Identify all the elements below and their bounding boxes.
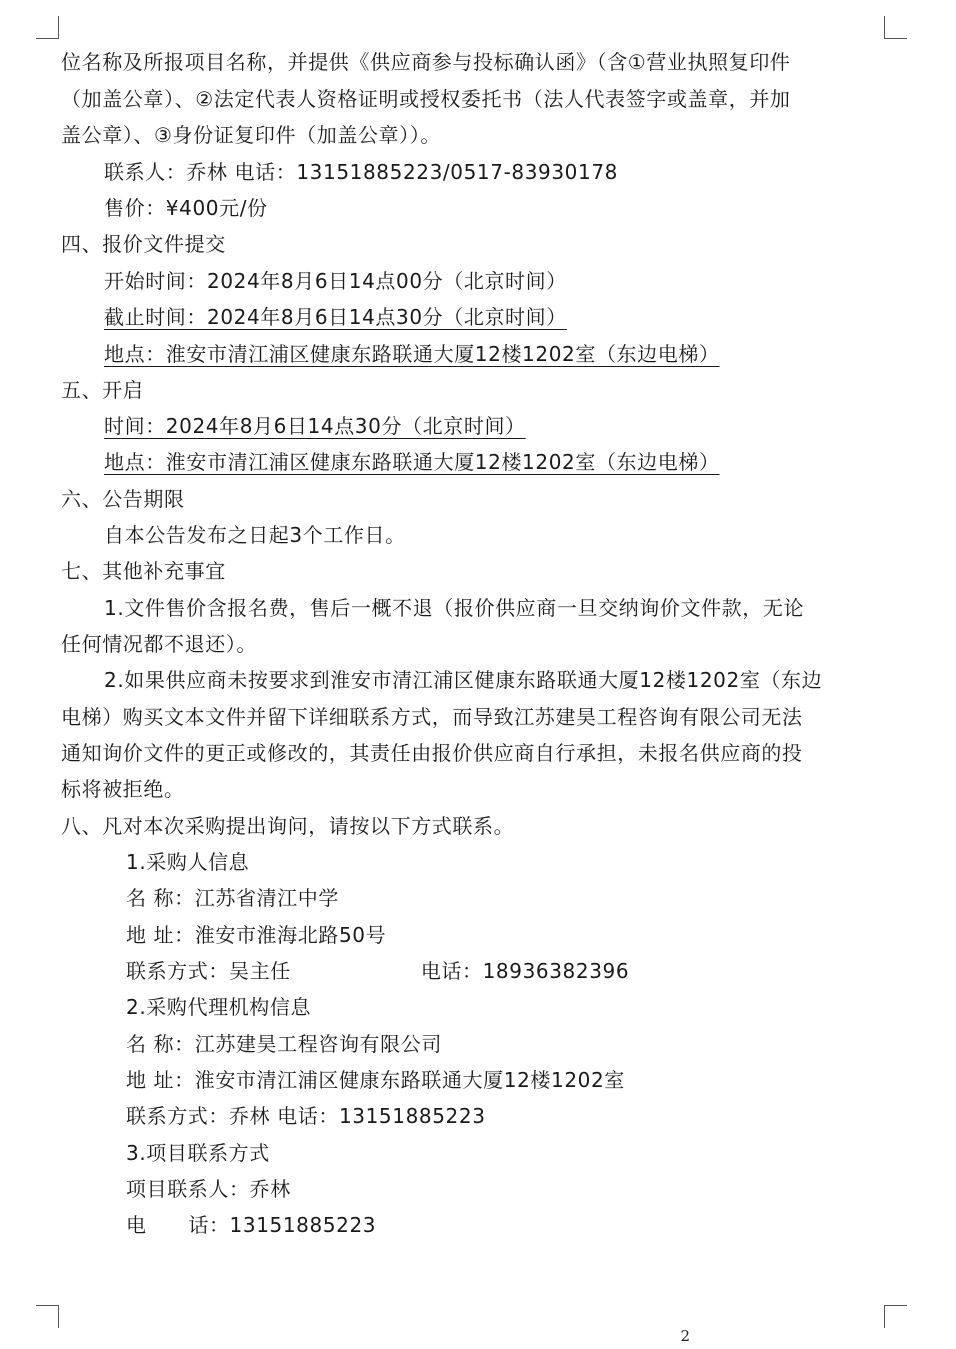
purchaser-name: 名 称：江苏省清江中学	[126, 886, 339, 910]
project-contact-person: 项目联系人：乔林	[126, 1177, 291, 1201]
other-matters-item-2-line-2: 电梯）购买文本文件并留下详细联系方式，而导致江苏建昊工程咨询有限公司无法	[61, 705, 803, 729]
other-matters-item-1-line-1: 1.文件售价含报名费，售后一概不退（报价供应商一旦交纳询价文件款，无论	[104, 596, 805, 620]
section-heading-quote-submission: 四、报价文件提交	[61, 232, 226, 256]
section-heading-opening: 五、开启	[61, 378, 144, 402]
contact-person-line: 联系人：乔林 电话：13151885223/0517-83930178	[104, 160, 618, 184]
agency-contact: 联系方式：乔林 电话：13151885223	[126, 1104, 486, 1128]
project-contact-heading: 3.项目联系方式	[126, 1141, 270, 1165]
agency-address: 地 址：淮安市清江浦区健康东路联通大厦12楼1202室	[126, 1068, 625, 1092]
project-contact-phone: 电 话：13151885223	[126, 1213, 377, 1237]
registration-requirements-line-2: （加盖公章）、②法定代表人资格证明或授权委托书（法人代表签字或盖章，并加	[61, 87, 791, 111]
purchaser-info-heading: 1.采购人信息	[126, 850, 250, 874]
registration-requirements-line-1: 位名称及所报项目名称，并提供《供应商参与投标确认函》（含①营业执照复印件	[61, 50, 791, 74]
other-matters-item-2-line-4: 标将被拒绝。	[61, 777, 185, 801]
section-heading-inquiries: 八、凡对本次采购提出询问，请按以下方式联系。	[61, 814, 515, 838]
crop-mark-bottom-left	[36, 1305, 59, 1328]
purchaser-address: 地 址：淮安市淮海北路50号	[126, 923, 387, 947]
agency-name: 名 称：江苏建昊工程咨询有限公司	[126, 1032, 442, 1056]
other-matters-item-2-line-3: 通知询价文件的更正或修改的，其责任由报价供应商自行承担，未报名供应商的投	[61, 741, 803, 765]
opening-location: 地点：淮安市清江浦区健康东路联通大厦12楼1202室（东边电梯）	[104, 450, 720, 474]
purchaser-contact-person: 联系方式：吴主任	[126, 959, 291, 983]
purchaser-contact	[126, 957, 629, 985]
agency-info-heading: 2.采购代理机构信息	[126, 995, 312, 1019]
page-number: 2	[680, 1327, 690, 1345]
submission-deadline: 截止时间：2024年8月6日14点30分（北京时间）	[104, 305, 567, 329]
section-heading-notice-period: 六、公告期限	[61, 487, 185, 511]
other-matters-item-2-line-1: 2.如果供应商未按要求到淮安市清江浦区健康东路联通大厦12楼1202室（东边	[104, 668, 823, 692]
section-heading-other-matters: 七、其他补充事宜	[61, 559, 226, 583]
registration-requirements-line-3: 盖公章）、③身份证复印件（加盖公章））。	[61, 123, 441, 147]
crop-mark-bottom-right	[884, 1305, 907, 1328]
opening-time: 时间：2024年8月6日14点30分（北京时间）	[104, 414, 526, 438]
submission-start-time: 开始时间：2024年8月6日14点00分（北京时间）	[104, 269, 567, 293]
price-line: 售价：¥400元/份	[104, 196, 268, 220]
purchaser-phone: 电话：18936382396	[420, 959, 630, 983]
other-matters-item-1-line-2: 任何情况都不退还）。	[61, 632, 257, 656]
crop-mark-top-left	[36, 16, 59, 39]
notice-period-text: 自本公告发布之日起3个工作日。	[104, 523, 406, 547]
submission-location: 地点：淮安市清江浦区健康东路联通大厦12楼1202室（东边电梯）	[104, 342, 720, 366]
crop-mark-top-right	[884, 16, 907, 39]
